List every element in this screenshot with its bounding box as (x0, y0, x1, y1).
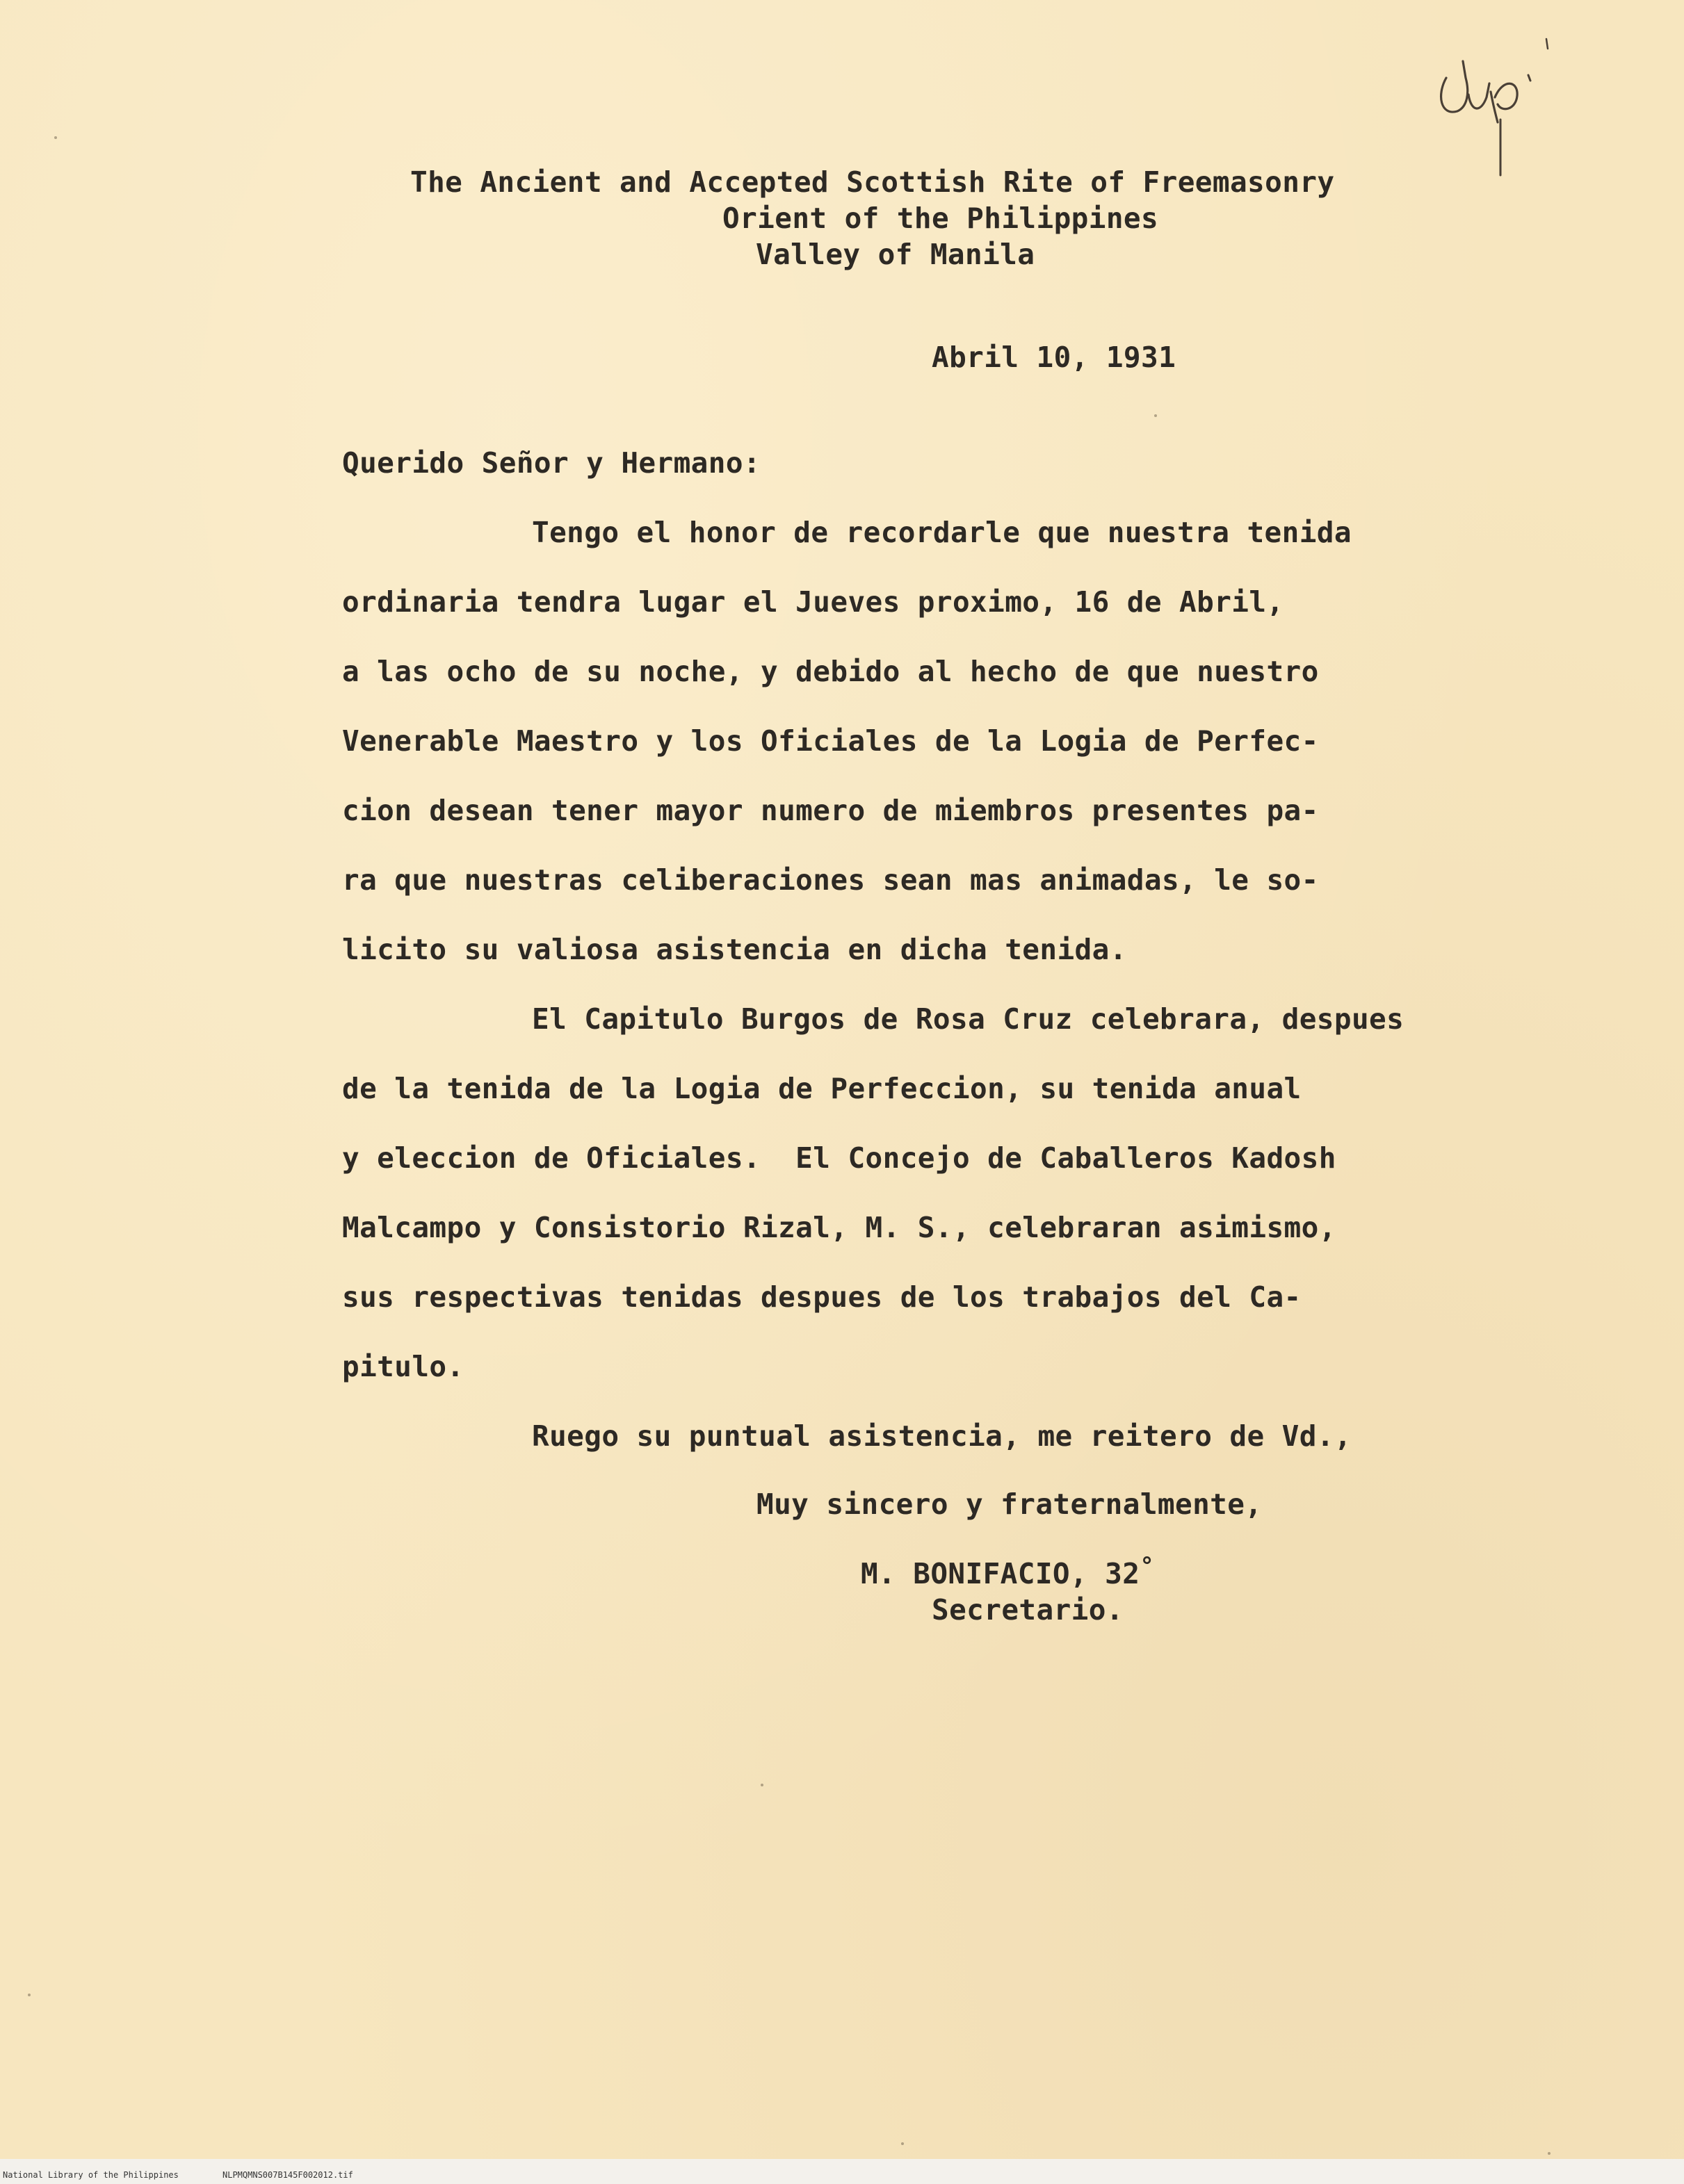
body-line-5: cion desean tener mayor numero de miembros presentes pa- (342, 794, 1319, 827)
letterhead-line-1: The Ancient and Accepted Scottish Rite of Freemasonry (410, 165, 1335, 199)
body-line-12: sus respectivas tenidas despues de los trabajos del Ca- (342, 1280, 1302, 1314)
signature-title: Secretario. (932, 1593, 1124, 1627)
body-line-14: Ruego su puntual asistencia, me reitero de Vd., (532, 1419, 1352, 1453)
scan-file-label: NLPMQMNS007B145F002012.tif (222, 2170, 353, 2180)
paper-speck (901, 2142, 904, 2145)
body-line-9: de la tenida de la Logia de Perfeccion, su tenida anual (342, 1072, 1302, 1105)
letterhead-line-3: Valley of Manila (756, 238, 1035, 271)
letter-date: Abril 10, 1931 (932, 341, 1176, 374)
closing: Muy sincero y fraternalmente, (756, 1488, 1263, 1521)
signature-name-text: M. BONIFACIO, 32 (861, 1557, 1140, 1590)
paper-speck (1548, 2152, 1551, 2155)
signature-name (861, 1552, 1155, 1590)
salutation: Querido Señor y Hermano: (342, 446, 761, 480)
paper-speck (28, 1994, 31, 1996)
paper-speck (761, 1784, 763, 1786)
body-line-2: ordinaria tendra lugar el Jueves proximo, 16 de Abril, (342, 585, 1284, 619)
handwritten-dup-mark (1431, 29, 1556, 189)
scan-institution-label: National Library of the Philippines (3, 2170, 179, 2180)
body-line-4: Venerable Maestro y los Oficiales de la Logia de Perfec- (342, 724, 1319, 758)
letterhead-line-2: Orient of the Philippines (722, 202, 1159, 235)
body-line-6: ra que nuestras celiberaciones sean mas animadas, le so- (342, 863, 1319, 897)
body-line-1: Tengo el honor de recordarle que nuestra tenida (532, 516, 1352, 549)
body-line-7: licito su valiosa asistencia en dicha tenida. (342, 933, 1127, 966)
body-line-13: pitulo. (342, 1350, 464, 1383)
degree-mark: ° (1140, 1552, 1155, 1580)
paper-speck (54, 136, 57, 139)
body-line-10: y eleccion de Oficiales. El Concejo de Caballeros Kadosh (342, 1141, 1336, 1175)
paper-speck (1154, 414, 1157, 417)
body-line-11: Malcampo y Consistorio Rizal, M. S., celebraran asimismo, (342, 1211, 1336, 1244)
body-line-3: a las ocho de su noche, y debido al hecho de que nuestro (342, 655, 1319, 688)
body-line-8: El Capitulo Burgos de Rosa Cruz celebrara, despues (532, 1002, 1404, 1036)
